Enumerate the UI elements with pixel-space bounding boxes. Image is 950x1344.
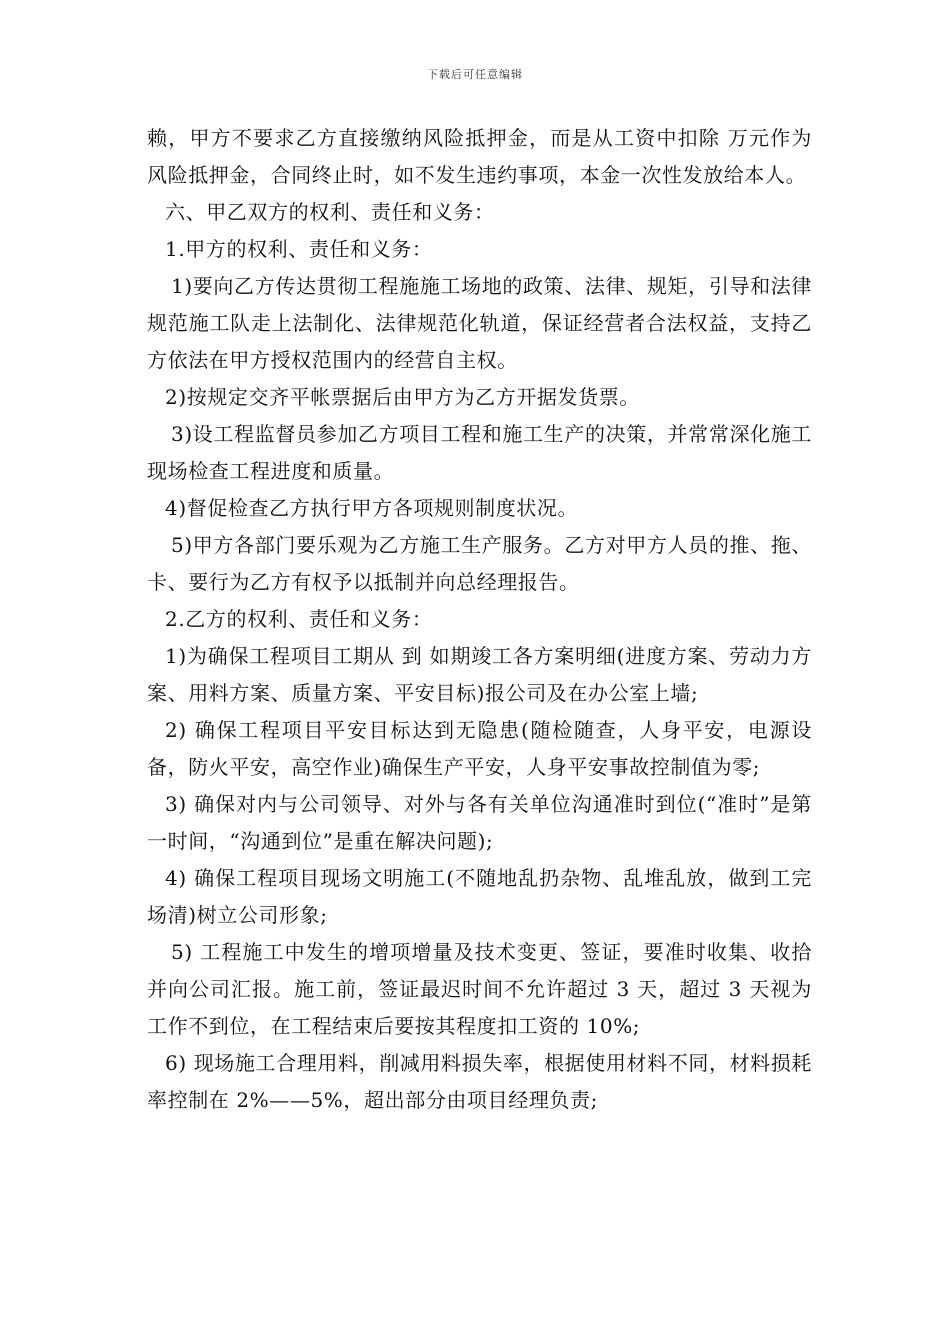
party-b-item-2: 2) 确保工程项目平安目标达到无隐患(随检随查，人身平安，电源设备，防火平安，高空作业)确保生产平安，人身平安事故控制值为零; bbox=[147, 718, 812, 779]
party-b-item-3: 3) 确保对内与公司领导、对外与各有关单位沟通准时到位(“准时”是第一时间，“沟通到位”是重在解决问题); bbox=[147, 792, 812, 853]
paragraph-risk-deposit: 赖，甲方不要求乙方直接缴纳风险抵押金，而是从工资中扣除 万元作为风险抵押金，合同终止时，如不发生违约事项，本金一次性发放给本人。 bbox=[147, 126, 812, 187]
document-body bbox=[147, 120, 812, 1119]
subheading-party-b: 2.乙方的权利、责任和义务： bbox=[165, 607, 433, 631]
party-b-item-4: 4) 确保工程项目现场文明施工(不随地乱扔杂物、乱堆乱放，做到工完场清)树立公司形象; bbox=[147, 866, 812, 927]
subheading-party-a: 1.甲方的权利、责任和义务： bbox=[165, 237, 433, 261]
party-a-item-1: 1)要向乙方传达贯彻工程施施工场地的政策、法律、规矩，引导和法律规范施工队走上法制化、法律规范化轨道，保证经营者合法权益，支持乙方依法在甲方授权范围内的经营自主权。 bbox=[147, 274, 812, 372]
section-heading-rights: 六、甲乙双方的权利、责任和义务： bbox=[165, 200, 495, 224]
party-a-item-2: 2)按规定交齐平帐票据后由甲方为乙方开据发货票。 bbox=[165, 385, 640, 409]
party-b-item-1: 1)为确保工程项目工期从 到 如期竣工各方案明细(进度方案、劳动力方案、用料方案、质量方案、平安目标)报公司及在办公室上墙; bbox=[147, 644, 812, 705]
page-header: 下载后可任意编辑 bbox=[427, 68, 523, 81]
party-b-item-6: 6) 现场施工合理用料，削减用料损失率，根据使用材料不同，材料损耗率控制在 2%——5%，超出部分由项目经理负责; bbox=[147, 1051, 812, 1112]
party-b-item-5: 5) 工程施工中发生的增项增量及技术变更、签证，要准时收集、收拾并向公司汇报。施工前，签证最迟时间不允许超过 3 天，超过 3 天视为工作不到位，在工程结束后要按其程度扣工资的 10%; bbox=[147, 940, 812, 1038]
party-a-item-5: 5)甲方各部门要乐观为乙方施工生产服务。乙方对甲方人员的推、拖、卡、要行为乙方有权予以抵制并向总经理报告。 bbox=[147, 533, 812, 594]
party-a-item-3: 3)设工程监督员参加乙方项目工程和施工生产的决策，并常常深化施工现场检查工程进度和质量。 bbox=[147, 422, 812, 483]
party-a-item-4: 4)督促检查乙方执行甲方各项规则制度状况。 bbox=[165, 496, 579, 520]
